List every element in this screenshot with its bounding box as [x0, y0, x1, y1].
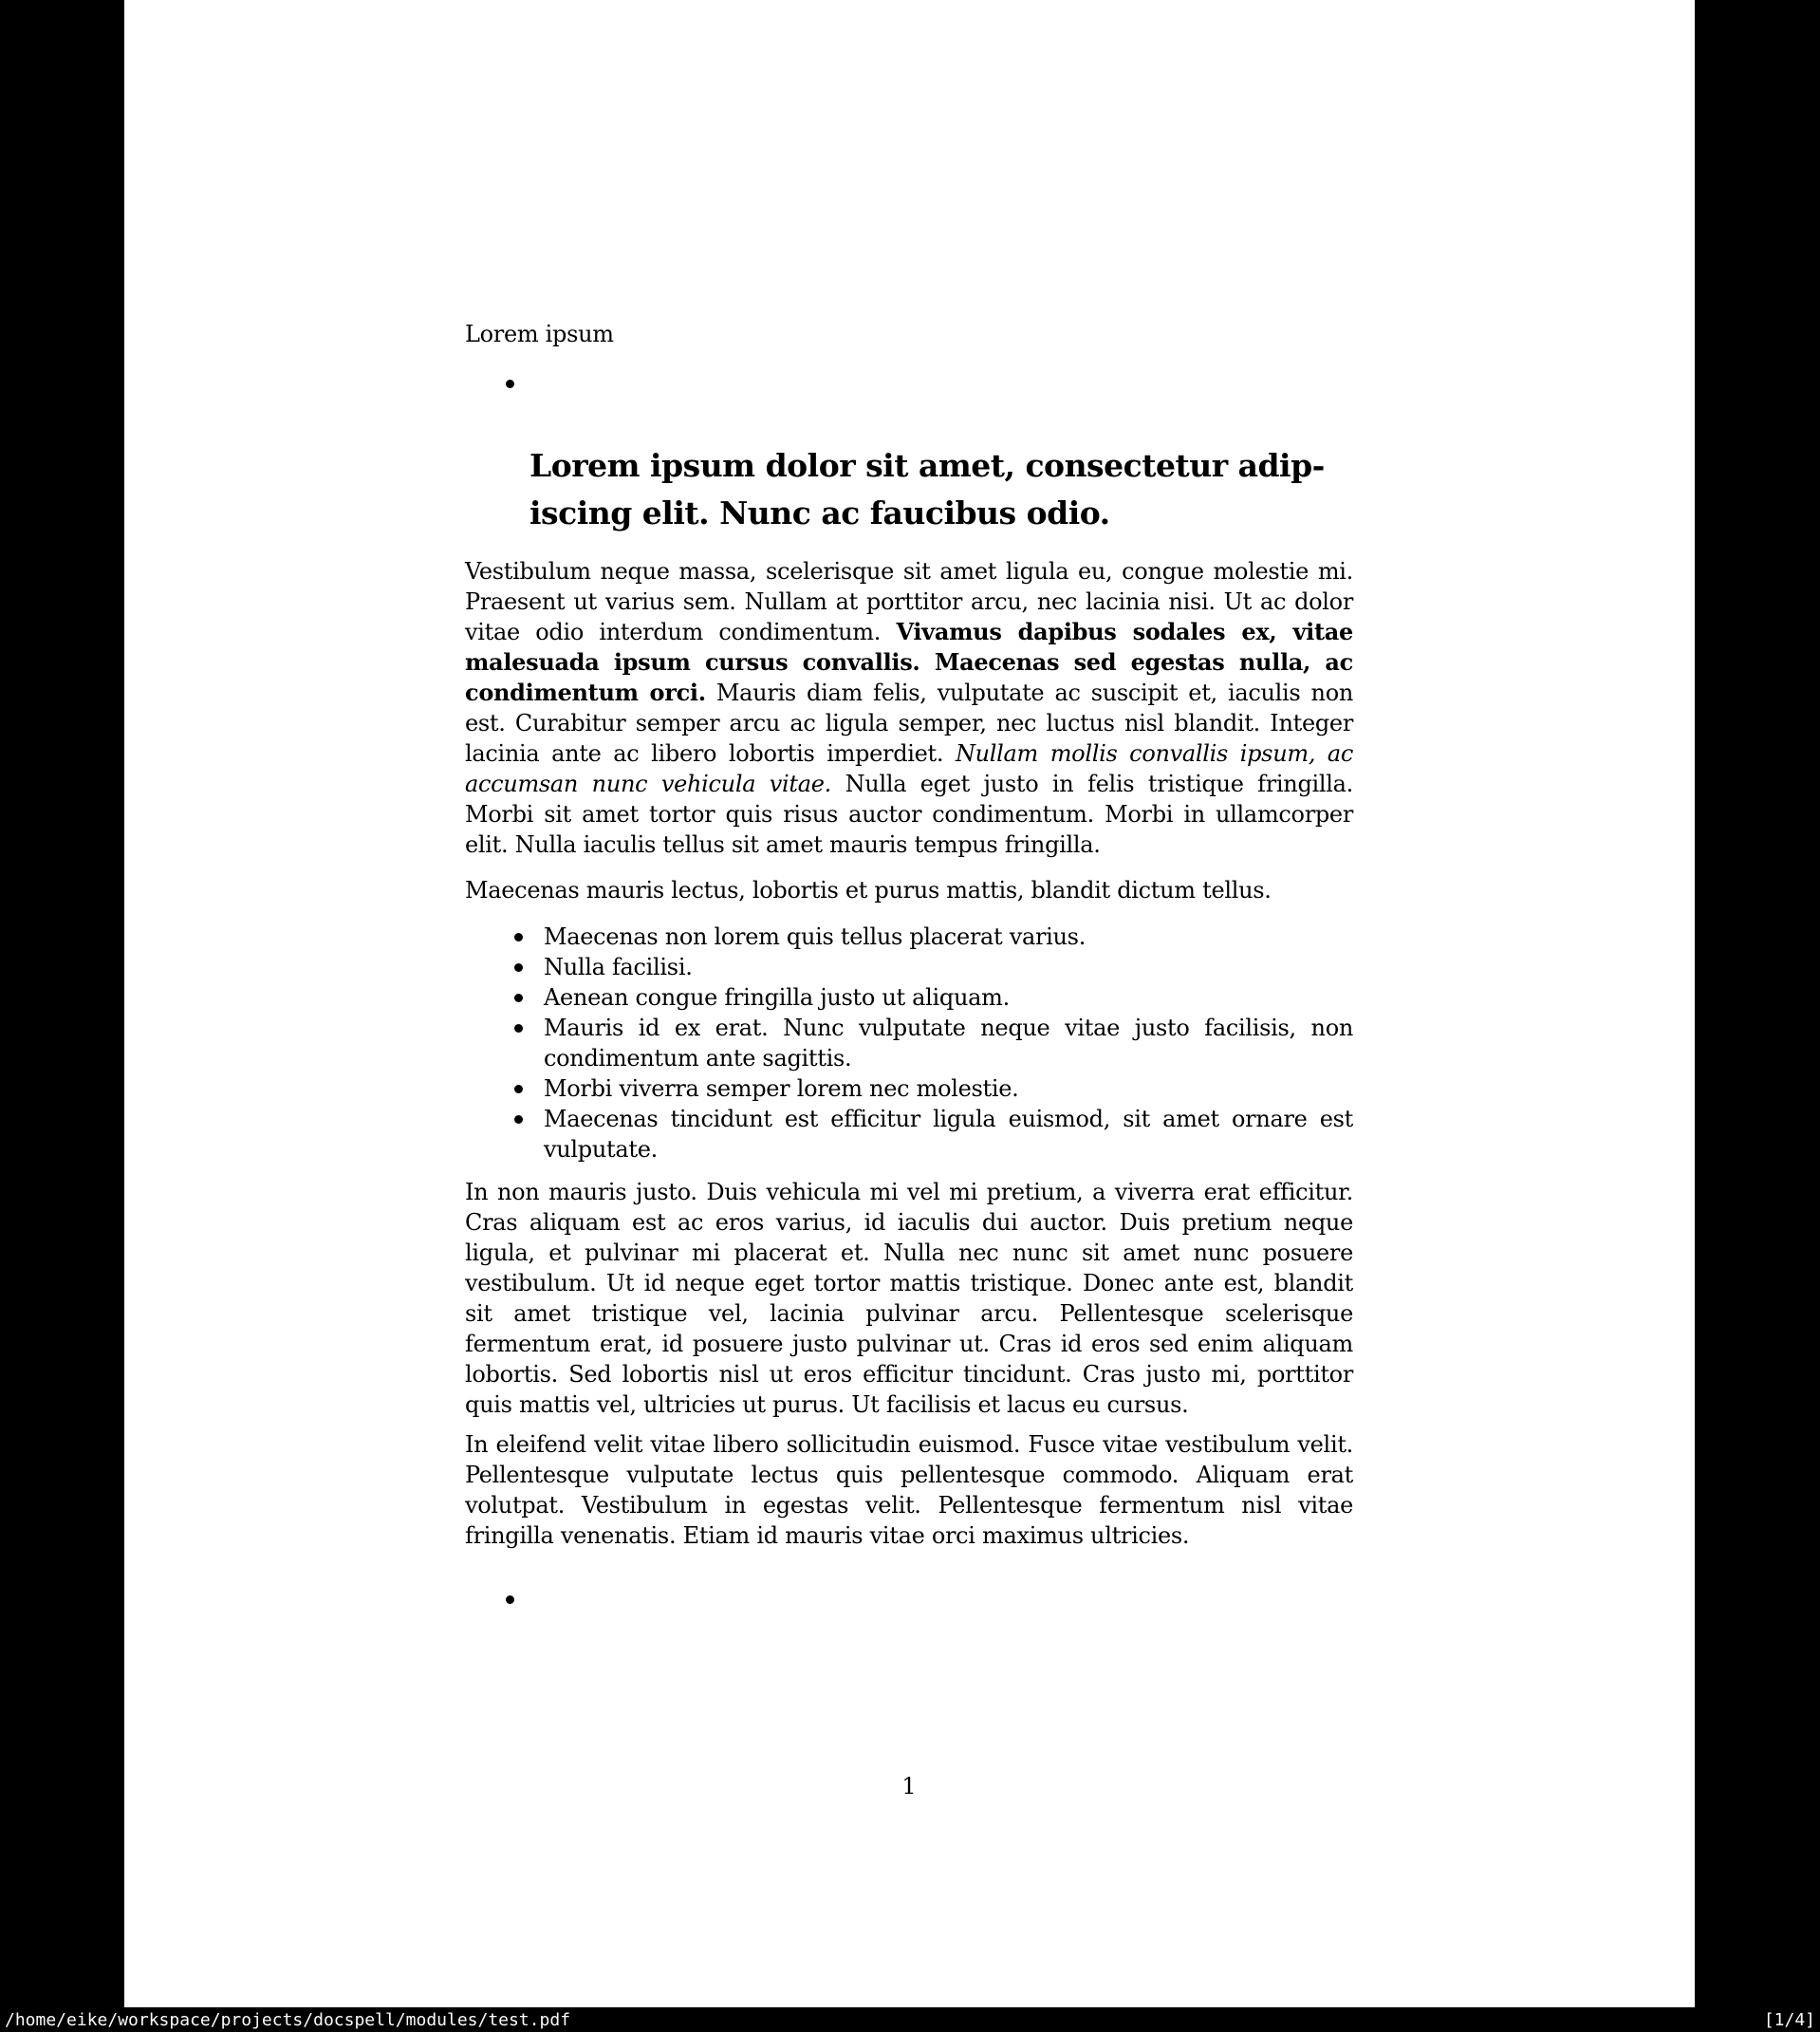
list-item-text: Morbi viverra semper lorem nec molestie.	[544, 1075, 1019, 1102]
list-item-text: Maecenas non lorem quis tellus placerat varius.	[544, 923, 1086, 950]
list-item-text: Nulla facilisi.	[544, 954, 693, 980]
bullet-icon	[514, 994, 523, 1002]
list-item	[465, 952, 1353, 982]
bullet-icon	[514, 933, 523, 941]
bullet-list	[465, 922, 1353, 1165]
list-item	[465, 1013, 1353, 1073]
bullet-icon	[506, 1595, 514, 1604]
bullet-icon	[514, 1024, 523, 1033]
list-item-text: Maecenas tincidunt est efficitur ligula euismod, sit amet ornare est vulputate.	[544, 1106, 1353, 1163]
list-item	[465, 1104, 1353, 1165]
bullet-icon	[514, 963, 523, 972]
section-heading-line: iscing elit. Nunc ac faucibus odio.	[529, 494, 1110, 531]
list-item	[465, 982, 1353, 1013]
paragraph-4: In eleifend velit vitae libero sollicitudin euismod. Fusce vitae vestibulum velit. Pellentesque vulputate lectus quis pellentesque commodo. Aliquam erat volutpat. Vestibulum in egestas velit. Pellentesque fermentum nisl vitae fringilla venenatis. Etiam id mauris vitae orci maximus ultricies.	[465, 1431, 1353, 1549]
section-heading	[529, 442, 1357, 537]
paragraph-2: Maecenas mauris lectus, lobortis et purus mattis, blandit dictum tellus.	[465, 877, 1272, 904]
intro-paragraph: Lorem ipsum	[465, 321, 614, 347]
bullet-icon	[506, 380, 514, 388]
list-item-text: Aenean congue fringilla justo ut aliquam.	[544, 984, 1010, 1011]
section-heading-line: Lorem ipsum dolor sit amet, consectetur adip-	[529, 447, 1325, 484]
page-number: 1	[901, 1773, 917, 1799]
bullet-icon	[514, 1085, 523, 1093]
statusbar-page-indicator: [1/4]	[1763, 2009, 1815, 2030]
list-item	[465, 922, 1353, 952]
list-item-text: Mauris id ex erat. Nunc vulputate neque vitae justo facilisis, non condimentum ante sagittis.	[544, 1015, 1353, 1072]
statusbar	[0, 2007, 1820, 2032]
paragraph-3: In non mauris justo. Duis vehicula mi vel mi pretium, a viverra erat efficitur. Cras aliquam est ac eros varius, id iaculis dui auctor. Duis pretium neque ligula, et pulvinar mi placerat et. Nulla nec nunc sit amet nunc posuere vestibulum. Ut id neque eget tortor mattis tristique. Donec ante est, blandit sit amet tristique vel, lacinia pulvinar arcu. Pellentesque scelerisque fermentum erat, id posuere justo pulvinar ut. Cras id eros sed enim aliquam lobortis. Sed lobortis nisl ut eros efficitur tincidunt. Cras justo mi, porttitor quis mattis vel, ultricies ut purus. Ut facilisis et lacus eu cursus.	[465, 1179, 1353, 1418]
paragraph-1: Vestibulum neque massa, scelerisque sit amet ligula eu, congue molestie mi. Praesent ut varius sem. Nullam at porttitor arcu, nec lacinia nisi. Ut ac dolor vitae odio interdum condimentum. Vivamus dapibus sodales ex, vitae malesuada ipsum cursus convallis. Maecenas sed egestas nulla, ac condimentum orci. Mauris diam felis, vulputate ac suscipit et, iaculis non est. Curabitur semper arcu ac ligula semper, nec luctus nisl blandit. Integer lacinia ante ac libero lobortis imperdiet. Nullam mollis convallis ipsum, ac accumsan nunc vehicula vitae. Nulla eget justo in felis tristique fringilla. Morbi sit amet tortor quis risus auctor condimentum. Morbi in ullamcorper elit. Nulla iaculis tellus sit amet mauris tempus fringilla.	[465, 558, 1353, 858]
pdf-page[interactable]	[124, 0, 1695, 2007]
list-item	[465, 1073, 1353, 1104]
bullet-icon	[514, 1115, 523, 1124]
statusbar-file-path: /home/eike/workspace/projects/docspell/modules/test.pdf	[5, 2009, 571, 2030]
